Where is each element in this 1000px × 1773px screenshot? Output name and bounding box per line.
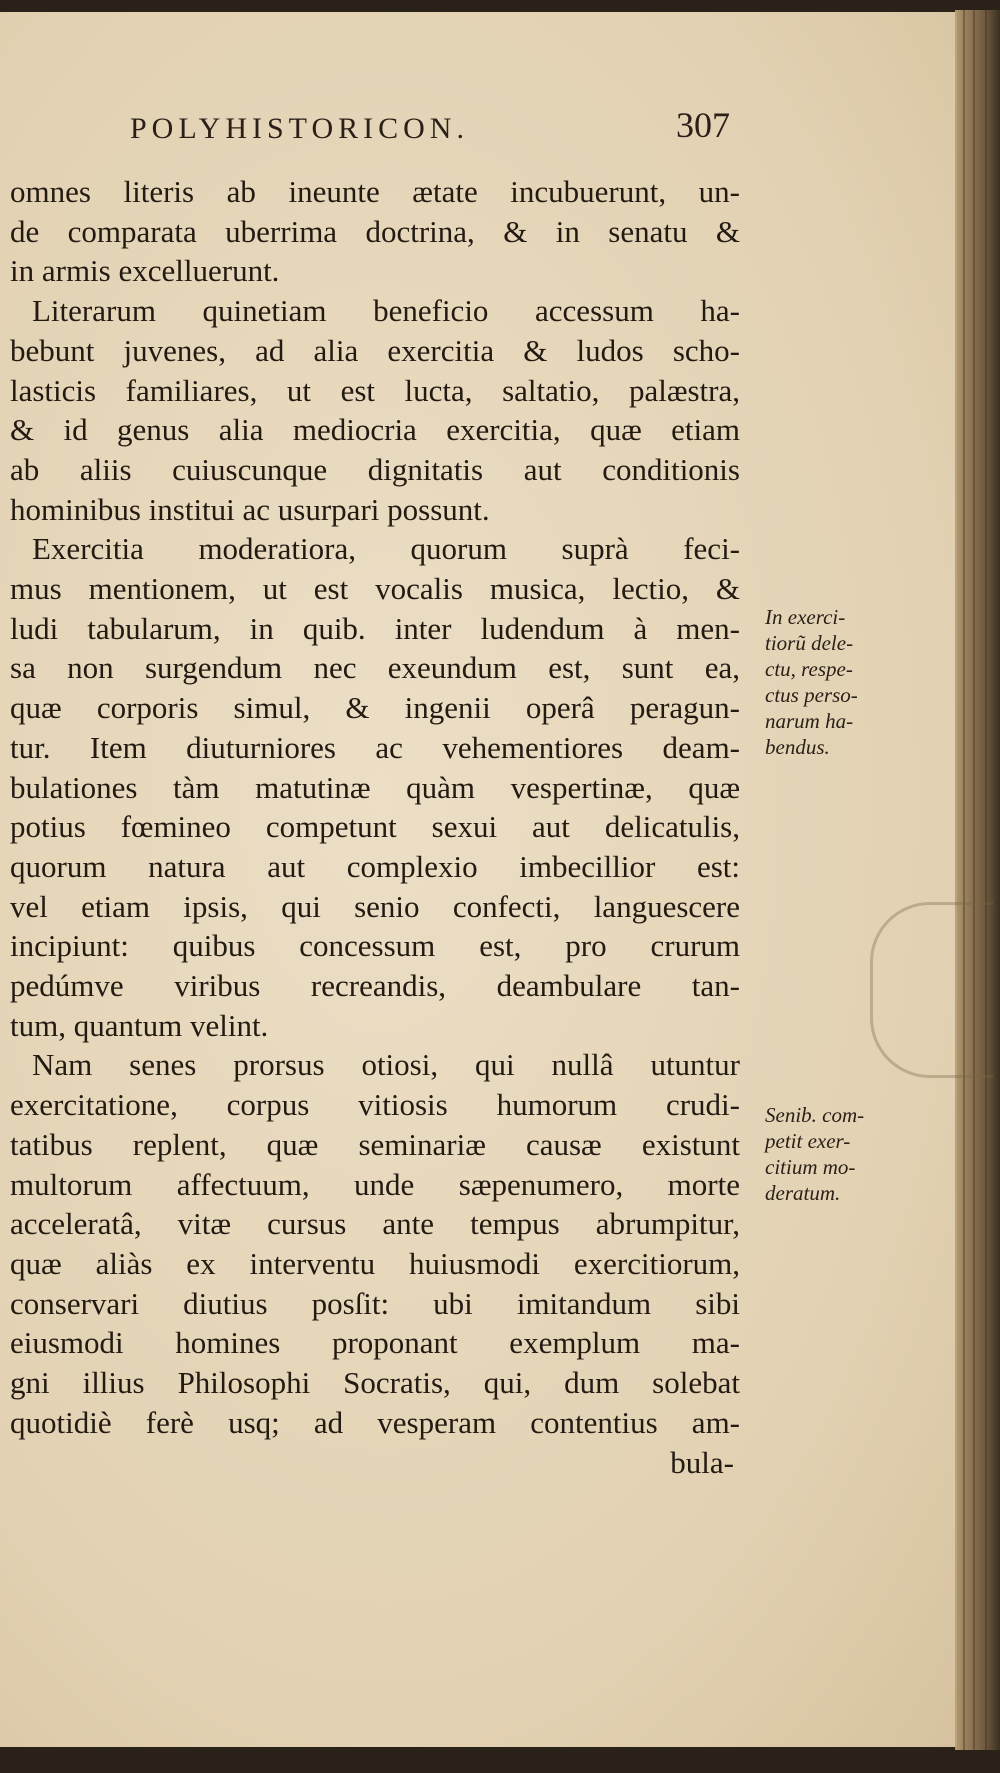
margin-note-line: ctus perso- [765,683,858,707]
margin-note-line: ctu, respe- [765,657,853,681]
text-line: bulationes tàm matutinæ quàm vespertinæ, quæ [10,769,740,805]
text-line: hominibus institui ac usurpari possunt. [10,491,490,527]
running-head: POLYHISTORICON. [130,112,469,145]
catchword: bula- [670,1444,734,1480]
text-line: Exercitia moderatiora, quorum suprà feci- [32,531,740,567]
text-line: pedúmve viribus recreandis, deambulare tan- [10,968,740,1004]
page-header [130,104,730,154]
margin-note-line: bendus. [765,735,830,759]
text-line: tum, quantum velint. [10,1007,269,1043]
text-line: potius fœmineo competunt sexui aut delicatulis, [10,809,740,845]
text-line: de comparata uberrima doctrina, & in senatu & [10,213,740,249]
text-line: eiusmodi homines proponant exemplum ma- [10,1325,740,1361]
text-line: quotidiè ferè usq; ad vesperam contentius am- [10,1404,740,1440]
text-line: vel etiam ipsis, qui senio confecti, languescere [10,888,740,924]
margin-note-line: deratum. [765,1181,841,1205]
paper-stain [870,902,993,1078]
text-line: quæ corporis simul, & ingenii operâ peragun- [10,690,740,726]
text-line: gni illius Philosophi Socratis, qui, dum solebat [10,1365,740,1401]
text-line: tur. Item diuturniores ac vehementiores deam- [10,729,740,765]
text-line: multorum affectuum, unde sæpenumero, morte [10,1166,740,1202]
text-line: in armis excelluerunt. [10,253,280,289]
text-line: omnes literis ab ineunte ætate incubuerunt, un- [10,174,740,209]
text-line: sa non surgendum nec exeundum est, sunt ea, [10,650,740,686]
text-line: Nam senes prorsus otiosi, qui nullâ utuntur [32,1047,740,1083]
margin-note-line: petit exer- [765,1129,851,1153]
body-text [10,172,740,1482]
text-line: ab aliis cuiuscunque dignitatis aut conditionis [10,451,740,487]
margin-note-elderly [765,1102,915,1206]
text-line: quorum natura aut complexio imbecillior est: [10,848,740,884]
page-edge [955,10,1000,1750]
text-line: & id genus alia mediocria exercitia, quæ etiam [10,412,740,448]
margin-note-line: In exerci- [765,605,846,629]
book-page [0,12,957,1747]
text-line: acceleratâ, vitæ cursus ante tempus abrumpitur, [10,1206,740,1242]
text-line: quæ aliàs ex interventu huiusmodi exercitiorum, [10,1245,740,1281]
text-line: tatibus replent, quæ seminariæ causæ existunt [10,1126,740,1162]
text-line: incipiunt: quibus concessum est, pro crurum [10,928,740,964]
text-line: exercitatione, corpus vitiosis humorum crudi- [10,1087,740,1123]
margin-note-line: narum ha- [765,709,854,733]
page-number: 307 [676,105,730,145]
margin-note-line: tiorũ dele- [765,631,854,655]
margin-note-exercise [765,604,915,760]
margin-note-line: Senib. com- [765,1103,865,1127]
text-line: bebunt juvenes, ad alia exercitia & ludos scho- [10,332,740,368]
text-line: conservari diutius posſit: ubi imitandum sibi [10,1285,740,1321]
margin-note-line: citium mo- [765,1155,856,1179]
text-line: ludi tabularum, in quib. inter ludendum à men- [10,610,740,646]
text-line: mus mentionem, ut est vocalis musica, lectio, & [10,571,740,607]
text-line: lasticis familiares, ut est lucta, saltatio, palæstra, [10,372,740,408]
text-line: Literarum quinetiam beneficio accessum ha- [32,293,740,329]
